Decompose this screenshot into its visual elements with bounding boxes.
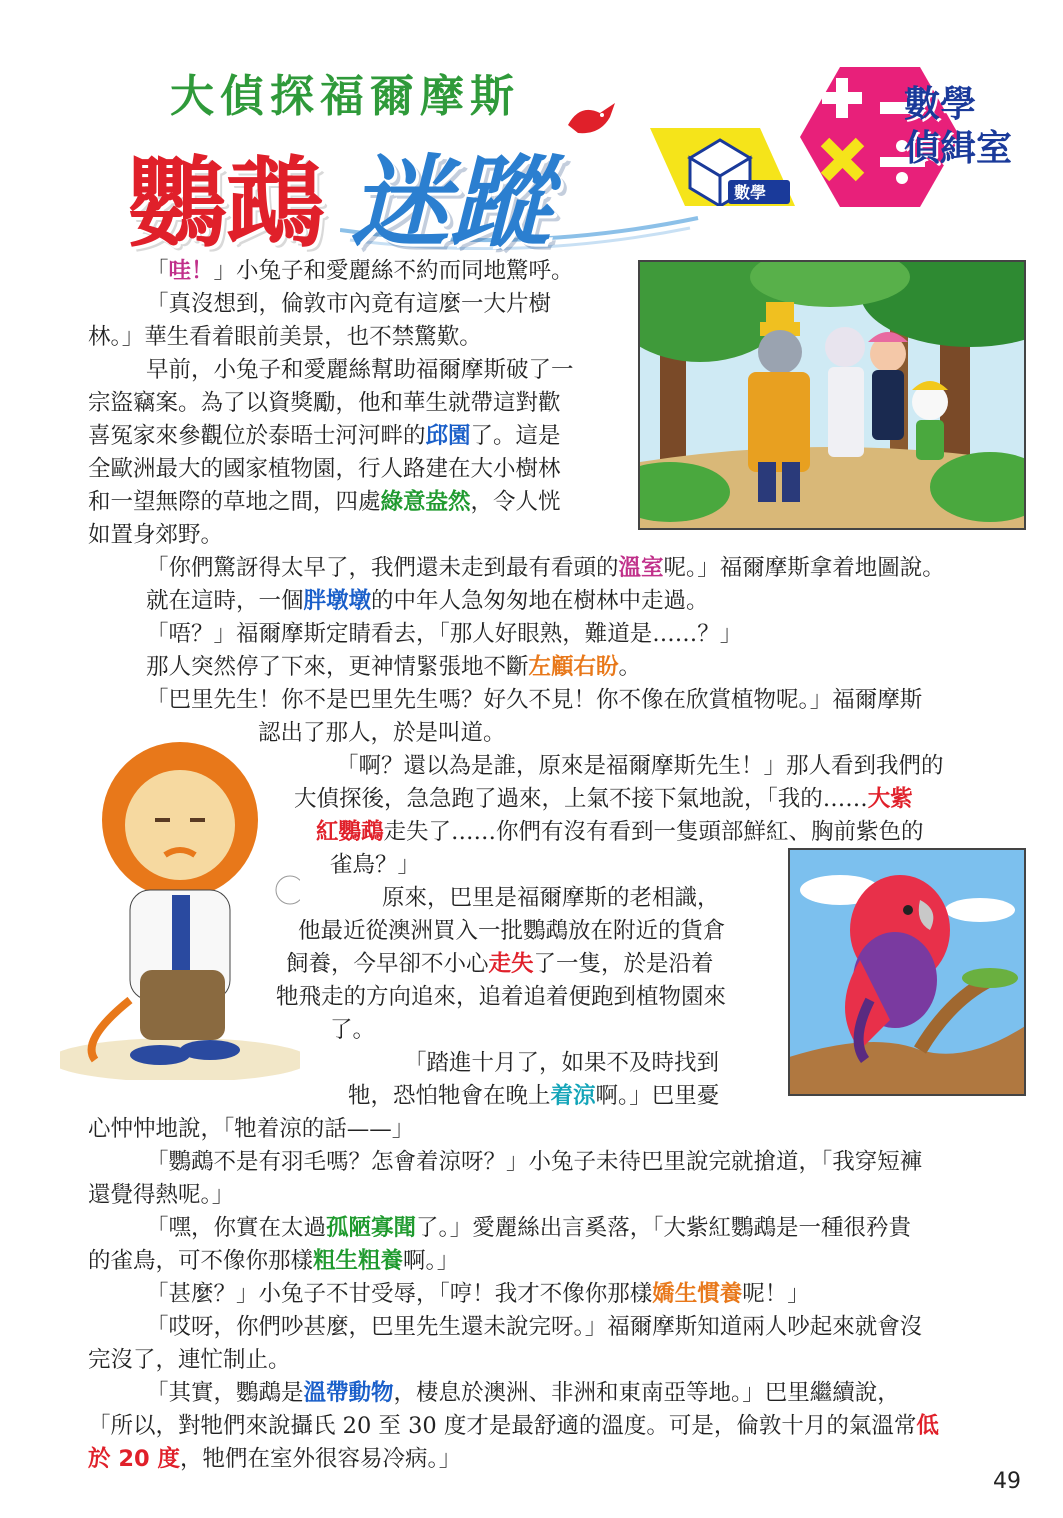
- para-line: 「哎呀，你們吵甚麼，巴里先生還未說完呀。」福爾摩斯知道兩人吵起來就會沒: [146, 1314, 923, 1340]
- para-line: 「鸚鵡不是有羽毛嗎？怎會着涼呀？」小兔子未待巴里說完就搶道，「我穿短褲: [146, 1149, 923, 1175]
- column-title-line2: 偵緝室: [904, 128, 1013, 169]
- para-line: 「巴里先生！你不是巴里先生嗎？好久不見！你不像在欣賞植物呢。」福爾摩斯: [146, 687, 923, 713]
- red-bird-icon: [560, 95, 620, 145]
- para-line: 宗盜竊案。為了以資獎勵，他和華生就帶這對歡: [88, 390, 561, 416]
- para-line: 「唔？」福爾摩斯定睛看去，「那人好眼熟，難道是……？」: [146, 621, 743, 647]
- para-line: 「哇！」小兔子和愛麗絲不約而同地驚呼。: [146, 258, 574, 284]
- para-line: 認出了那人，於是叫道。: [258, 720, 506, 746]
- para-line: 心忡忡地說，「牠着涼的話——」: [88, 1116, 415, 1142]
- para-line: 林。」華生看着眼前美景，也不禁驚歎。: [88, 324, 482, 350]
- para-line: 飼養，今早卻不小心走失了一隻，於是沿着: [286, 951, 714, 977]
- para-line: 如置身郊野。: [88, 522, 224, 548]
- para-line: 他最近從澳洲買入一批鸚鵡放在附近的貨倉: [298, 918, 726, 944]
- cube-icon: [650, 128, 795, 206]
- column-title-line1: 數學: [904, 84, 977, 125]
- para-line: 「真沒想到，倫敦市內竟有這麼一大片樹: [146, 291, 552, 317]
- kew-gardens-highlight: 邱園: [425, 423, 471, 449]
- lion-character-illustration: [60, 740, 300, 1080]
- series-title: 大偵探福爾摩斯: [170, 71, 520, 122]
- para-line: 和一望無際的草地之間，四處綠意盎然，令人恍: [88, 489, 561, 515]
- story-title-missing: 迷蹤: [350, 144, 550, 261]
- para-line: 原來，巴里是福爾摩斯的老相識，: [382, 885, 720, 911]
- page-number: 49: [993, 1469, 1021, 1494]
- para-line: 雀鳥？」: [330, 852, 421, 878]
- para-line: 那人突然停了下來，更神情緊張地不斷左顧右盼。: [146, 654, 642, 680]
- para-line: 就在這時，一個胖墩墩的中年人急匆匆地在樹林中走過。: [146, 588, 709, 614]
- parrot-art: [790, 850, 1024, 1094]
- para-line: 於 20 度，牠們在室外很容易冷病。」: [88, 1446, 462, 1472]
- para-line: 「嘿，你實在太過孤陋寡聞了。」愛麗絲出言奚落，「大紫紅鸚鵡是一種很矜貴: [146, 1215, 912, 1241]
- para-line: 牠，恐怕牠會在晚上着涼啊。」巴里憂: [348, 1083, 720, 1109]
- para-line: 紅鸚鵡走失了……你們有沒有看到一隻頭部鮮紅、胸前紫色的: [316, 819, 924, 845]
- para-line: 的雀鳥，可不像你那樣粗生粗養啊。」: [88, 1248, 460, 1274]
- forest-scene-illustration: [638, 260, 1026, 530]
- para-line: 「你們驚訝得太早了，我們還未走到最有看頭的溫室呢。」福爾摩斯拿着地圖說。: [146, 555, 945, 581]
- para-line: 「踏進十月了，如果不及時找到: [404, 1050, 720, 1076]
- para-line: 完沒了，連忙制止。: [88, 1347, 291, 1373]
- parrot-illustration: [788, 848, 1026, 1096]
- para-line: 全歐洲最大的國家植物園，行人路建在大小樹林: [88, 456, 561, 482]
- para-line: 大偵探後，急急跑了過來，上氣不接下氣地說，「我的……大紫: [294, 786, 913, 812]
- para-line: 「甚麼？」小兔子不甘受辱，「哼！我才不像你那樣嬌生慣養呢！」: [146, 1281, 810, 1307]
- para-line: 了。: [330, 1017, 376, 1043]
- math-detective-badge: [800, 62, 1025, 212]
- para-line: 還覺得熱呢。」: [88, 1182, 235, 1208]
- forest-scene-art: [640, 262, 1024, 528]
- math-subject-label: 數學: [734, 183, 767, 202]
- para-line: 早前，小兔子和愛麗絲幫助福爾摩斯破了一: [146, 357, 574, 383]
- story-title-parrot: 鸚鵡: [128, 147, 325, 261]
- math-subject-badge: [650, 128, 795, 206]
- para-line: 喜冤家來參觀位於泰晤士河河畔的邱園了。這是: [88, 423, 561, 449]
- para-line: 牠飛走的方向追來，追着追着便跑到植物園來: [276, 984, 727, 1010]
- para-line: 「啊？還以為是誰，原來是福爾摩斯先生！」那人看到我們的: [336, 753, 944, 779]
- para-line: 「所以，對牠們來說攝氏 20 至 30 度才是最舒適的溫度。可是，倫敦十月的氣溫常低: [88, 1413, 939, 1439]
- para-line: 「其實，鸚鵡是溫帶動物，棲息於澳洲、非洲和東南亞等地。」巴里繼續說，: [146, 1380, 900, 1406]
- lion-art: [60, 740, 300, 1080]
